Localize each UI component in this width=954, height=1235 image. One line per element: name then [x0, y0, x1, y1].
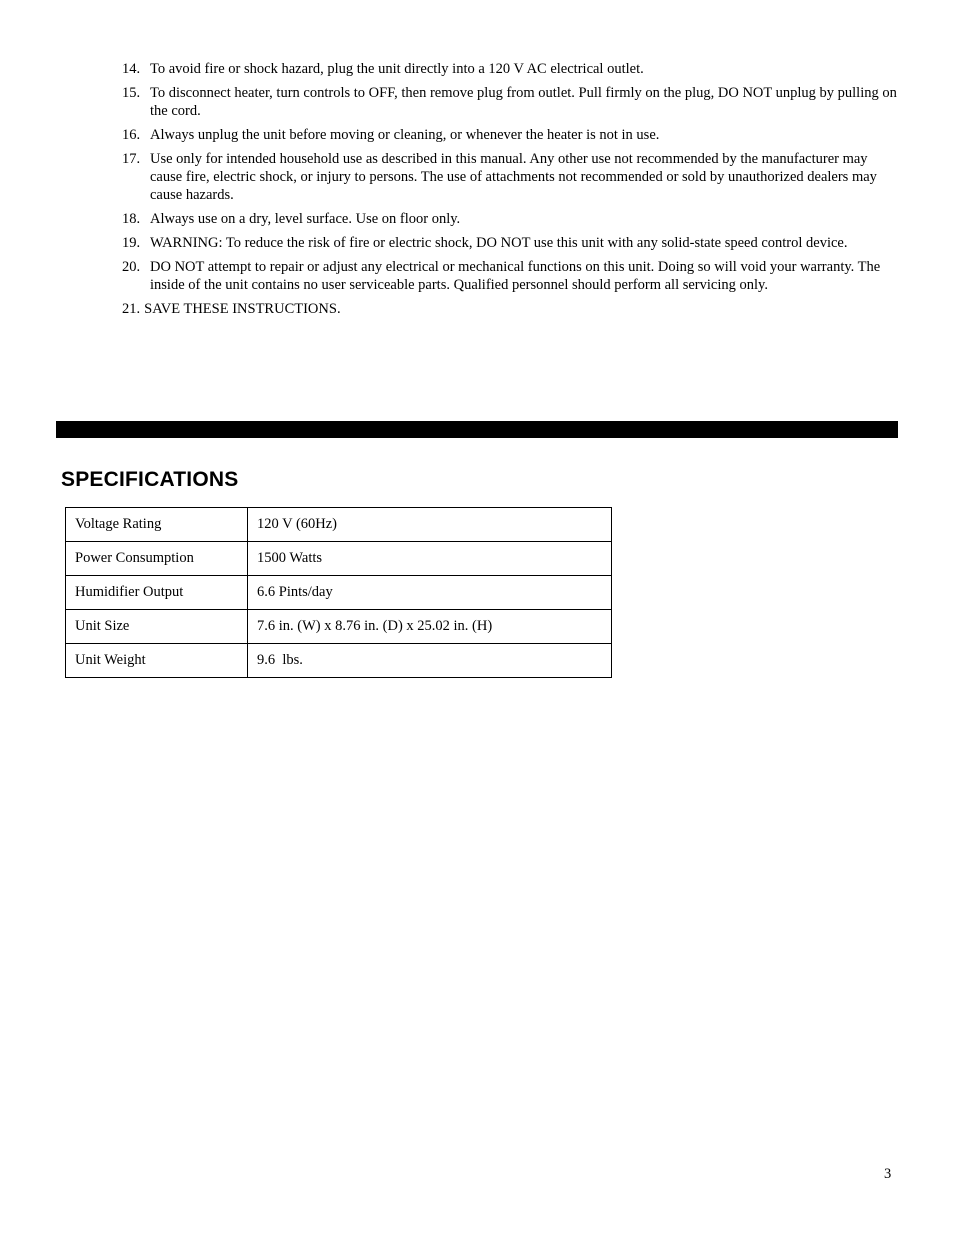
- spec-value: 6.6 Pints/day: [248, 576, 612, 610]
- instruction-number: 18.: [122, 211, 141, 227]
- instruction-item: [122, 150, 897, 204]
- instruction-number: 15.: [122, 85, 141, 101]
- page-number: 3: [884, 1166, 892, 1182]
- table-row: [66, 576, 612, 610]
- spec-label: Unit Size: [66, 610, 248, 644]
- spec-value: 120 V (60Hz): [248, 508, 612, 542]
- instruction-text: WARNING: To reduce the risk of fire or electric shock, DO NOT use this unit with any solid-state speed control device.: [150, 235, 848, 251]
- instruction-number: 19.: [122, 235, 141, 251]
- table-row: [66, 542, 612, 576]
- instruction-item: [122, 84, 897, 120]
- instruction-text: SAVE THESE INSTRUCTIONS.: [144, 301, 341, 317]
- instruction-number: 16.: [122, 127, 141, 143]
- spec-label: Humidifier Output: [66, 576, 248, 610]
- instruction-text: DO NOT attempt to repair or adjust any electrical or mechanical functions on this unit. Doing so will void your warranty. The inside of the unit contains no user serviceable parts. Qualified personnel should perform all servicing only.: [150, 259, 881, 293]
- instruction-text: Always use on a dry, level surface. Use on floor only.: [150, 211, 461, 227]
- instruction-item: [122, 300, 897, 318]
- instruction-item: [122, 126, 897, 144]
- instruction-item: [122, 210, 897, 228]
- table-row: [66, 508, 612, 542]
- spec-value: 1500 Watts: [248, 542, 612, 576]
- instruction-number: 17.: [122, 151, 141, 167]
- table-row: [66, 610, 612, 644]
- instruction-text: To avoid fire or shock hazard, plug the unit directly into a 120 V AC electrical outlet.: [150, 61, 644, 77]
- instruction-item: [122, 60, 897, 78]
- specifications-table: [65, 507, 612, 678]
- instruction-number: 20.: [122, 259, 141, 275]
- section-divider-bar: [56, 421, 898, 438]
- spec-label: Power Consumption: [66, 542, 248, 576]
- specifications-heading: SPECIFICATIONS: [61, 468, 239, 491]
- spec-label: Unit Weight: [66, 644, 248, 678]
- instruction-text: Always unplug the unit before moving or cleaning, or whenever the heater is not in use.: [150, 127, 660, 143]
- instruction-item: [122, 234, 897, 252]
- spec-value: 9.6 lbs.: [248, 644, 612, 678]
- instruction-number: 21.: [122, 301, 141, 317]
- instruction-text: Use only for intended household use as described in this manual. Any other use not recommended by the manufacturer may cause fire, electric shock, or injury to persons. The use of attachments not recommended or sold by unauthorized dealers may cause hazards.: [150, 151, 877, 203]
- spec-label: Voltage Rating: [66, 508, 248, 542]
- safety-instructions-list: [122, 60, 897, 324]
- instruction-number: 14.: [122, 61, 141, 77]
- table-row: [66, 644, 612, 678]
- instruction-item: [122, 258, 897, 294]
- instruction-text: To disconnect heater, turn controls to OFF, then remove plug from outlet. Pull firmly on the plug, DO NOT unplug by pulling on the cord.: [150, 85, 897, 119]
- spec-value: 7.6 in. (W) x 8.76 in. (D) x 25.02 in. (H): [248, 610, 612, 644]
